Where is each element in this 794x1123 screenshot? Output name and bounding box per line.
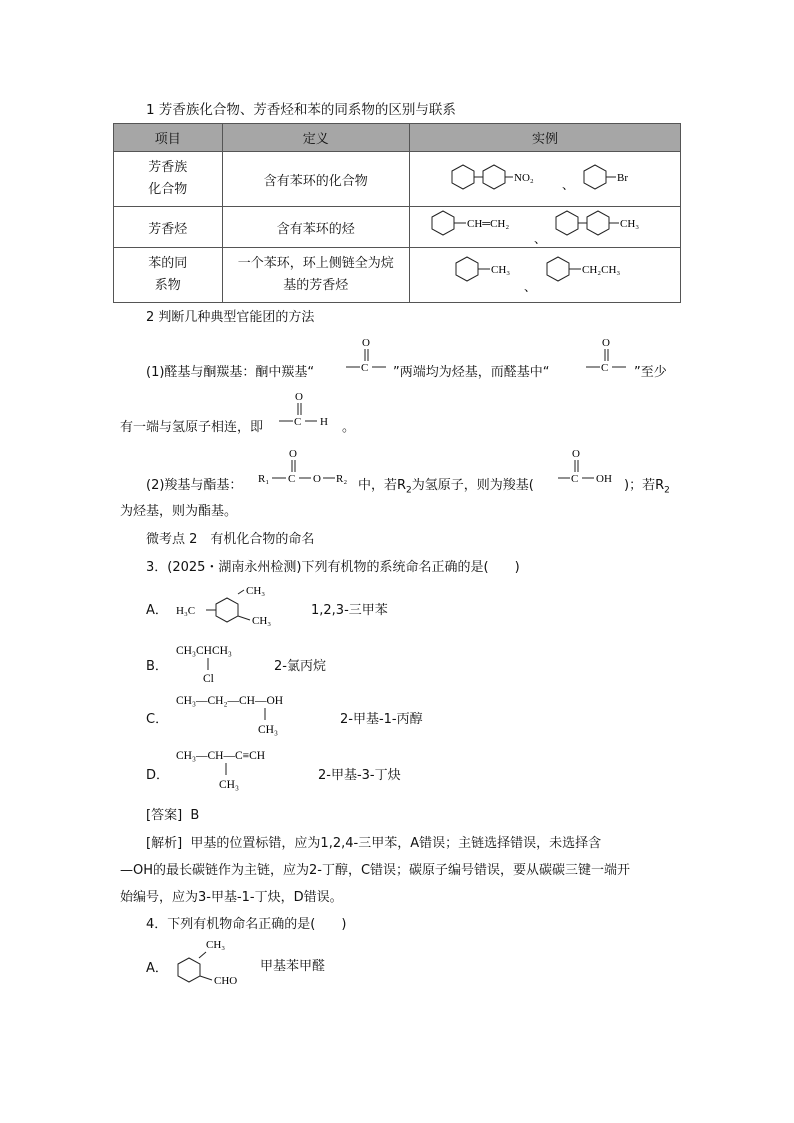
header-definition: 定义 <box>222 124 409 152</box>
p2-part-b-text: 中，若R <box>358 478 407 493</box>
row1-item-l2: 化合物 <box>148 182 188 197</box>
row3-item-l1: 苯的同 <box>148 256 188 271</box>
section1-title: 1 芳香族化合物、芳香烃和苯的同系物的区别与联系 <box>146 102 456 118</box>
br-label: Br <box>617 171 628 184</box>
chloropropane-structure <box>174 640 264 686</box>
p2-part-a: (2)羧基与酯基： <box>146 478 243 493</box>
comparison-table <box>113 123 681 303</box>
ester-o: O <box>313 473 321 485</box>
row2-item: 芳香烃 <box>114 207 223 248</box>
p2-part-d-text: )；若R <box>624 478 665 493</box>
q3-analysis-l2: —OH的最长碳链作为主链，应为2-丁醇，C错误；碳原子编号错误，要从碳碳三键一端开 <box>120 863 631 878</box>
answer-label: [答案] <box>146 808 183 823</box>
carbonyl-o: O <box>602 337 610 349</box>
row3-example <box>410 248 681 303</box>
ethyl-label: CH₂CH₃ <box>582 263 621 276</box>
p1-part-c: ”至少 <box>634 365 667 380</box>
b-main-chain: CH₃CHCH₃ <box>176 645 232 657</box>
row3-def-l2: 基的芳香烃 <box>283 278 349 293</box>
row1-example <box>410 152 681 207</box>
q3-option-c-letter: C． <box>146 712 169 727</box>
analysis-text-l1: 甲基的位置标错，应为1,2,4-三甲苯，A错误；主链选择错误，未选择含 <box>190 836 602 851</box>
methyl-label: CH₃ <box>620 218 640 230</box>
p2-part-d <box>624 474 670 496</box>
svg-text:C: C <box>571 473 579 485</box>
table-row <box>114 248 681 303</box>
no2-label: NO₂ <box>514 171 534 184</box>
q3-stem: 3．(2025・湖南永州检测)下列有机物的系统命名正确的是( ) <box>146 560 520 575</box>
row1-definition: 含有苯环的化合物 <box>222 152 409 207</box>
methylbenzaldehyde-structure <box>172 934 262 992</box>
p2-part-d-sub: 2 <box>664 485 670 496</box>
ester-carbonyl-o: O <box>289 448 297 460</box>
row2-example <box>410 207 681 248</box>
answer-value: B <box>190 808 200 823</box>
svg-text:C: C <box>294 416 302 428</box>
separator: 、 <box>524 279 537 294</box>
toluene-label: CH₃ <box>491 263 511 276</box>
a-left-h3c: H₃C <box>176 605 196 617</box>
p1-part-b: ”两端均为烃基，而醛基中“ <box>393 365 550 380</box>
q3-option-c-name: 2-甲基-1-丙醇 <box>340 712 423 727</box>
carboxyl-oh: OH <box>596 473 612 485</box>
butyne-structure <box>174 745 314 793</box>
aldehyde-o: O <box>295 391 303 403</box>
p1-part-d: 有一端与氢原子相连，即 <box>120 420 264 435</box>
q3-option-d-name: 2-甲基-3-丁炔 <box>318 768 401 783</box>
aldehyde-carbonyl-structure <box>582 334 632 378</box>
vinyl-label: CH═CH₂ <box>467 218 510 230</box>
separator: 、 <box>562 177 575 192</box>
separator: 、 <box>534 232 547 246</box>
q4a-ch3: CH₃ <box>206 939 226 951</box>
row1-item <box>114 152 223 207</box>
p1-part-e: 。 <box>342 420 356 435</box>
q3-analysis-l1 <box>146 832 601 851</box>
butanol-structure <box>174 690 334 738</box>
row1-item-l1: 芳香族 <box>148 160 188 175</box>
c-main-chain: CH₃—CH₂—CH—OH <box>176 695 284 707</box>
c-ch3: CH₃ <box>258 724 278 736</box>
table-row <box>114 152 681 207</box>
row3-def-l1: 一个苯环，环上侧链全为烷 <box>237 256 394 271</box>
row3-item <box>114 248 223 303</box>
row3-definition <box>222 248 409 303</box>
q4-option-a-name: 甲基苯甲醛 <box>260 959 326 974</box>
r2-label: R₂ <box>336 473 348 485</box>
table-row <box>114 207 681 248</box>
r1-label: R₁ <box>258 473 270 485</box>
header-item: 项目 <box>114 124 223 152</box>
row2-definition: 含有苯环的烃 <box>222 207 409 248</box>
section2-title: 2 判断几种典型官能团的方法 <box>146 310 315 325</box>
analysis-label: [解析] <box>146 836 183 851</box>
p2-part-b-sub: 2 <box>406 485 412 496</box>
q3-option-b-name: 2-氯丙烷 <box>274 659 326 674</box>
a-right-ch3: CH₃ <box>252 615 272 627</box>
carbonyl-o: O <box>362 337 370 349</box>
q3-option-d-letter: D． <box>146 768 170 783</box>
b-cl: Cl <box>203 673 214 685</box>
svg-text:C: C <box>601 362 609 374</box>
table-header-row <box>114 124 681 152</box>
toluene-ethylbenzene-structure <box>410 249 680 302</box>
a-top-ch3: CH₃ <box>246 585 266 597</box>
ester-structure <box>256 443 356 489</box>
header-example: 实例 <box>410 124 681 152</box>
trimethylbenzene-structure <box>174 580 294 634</box>
p2-part-c: 为氢原子，则为羧基( <box>411 478 534 493</box>
carboxyl-structure <box>556 443 622 489</box>
styrene-methylbiphenyl-structure <box>410 207 680 247</box>
q3-option-a-letter: A． <box>146 603 168 618</box>
p2-part-b <box>358 474 534 496</box>
biphenyl-nitro-structure <box>410 153 680 206</box>
q3-analysis-l3: 始编号，应为3-甲基-1-丁炔，D错误。 <box>120 890 343 905</box>
q4-stem: 4．下列有机物命名正确的是( ) <box>146 917 347 932</box>
micro-point-heading: 微考点 2 有机化合物的命名 <box>146 532 315 547</box>
svg-text:C: C <box>288 473 296 485</box>
row3-item-l2: 系物 <box>154 278 181 293</box>
q3-option-a-name: 1,2,3-三甲苯 <box>311 603 388 618</box>
p2-part-e: 为烃基，则为酯基。 <box>120 504 238 519</box>
aldehyde-h: H <box>320 416 328 428</box>
svg-text:C: C <box>361 362 369 374</box>
q3-answer <box>146 804 199 823</box>
d-ch3: CH₃ <box>219 779 239 791</box>
d-main-chain: CH₃—CH—C≡CH <box>176 750 266 762</box>
q4a-cho: CHO <box>214 975 238 987</box>
ketone-carbonyl-structure <box>342 334 392 378</box>
carboxyl-o: O <box>572 448 580 460</box>
aldehyde-group-structure <box>275 388 339 432</box>
q3-option-b-letter: B． <box>146 659 168 674</box>
q4-option-a-letter: A． <box>146 961 168 976</box>
p1-part-a: (1)醛基与酮羰基：酮中羰基“ <box>146 365 315 380</box>
